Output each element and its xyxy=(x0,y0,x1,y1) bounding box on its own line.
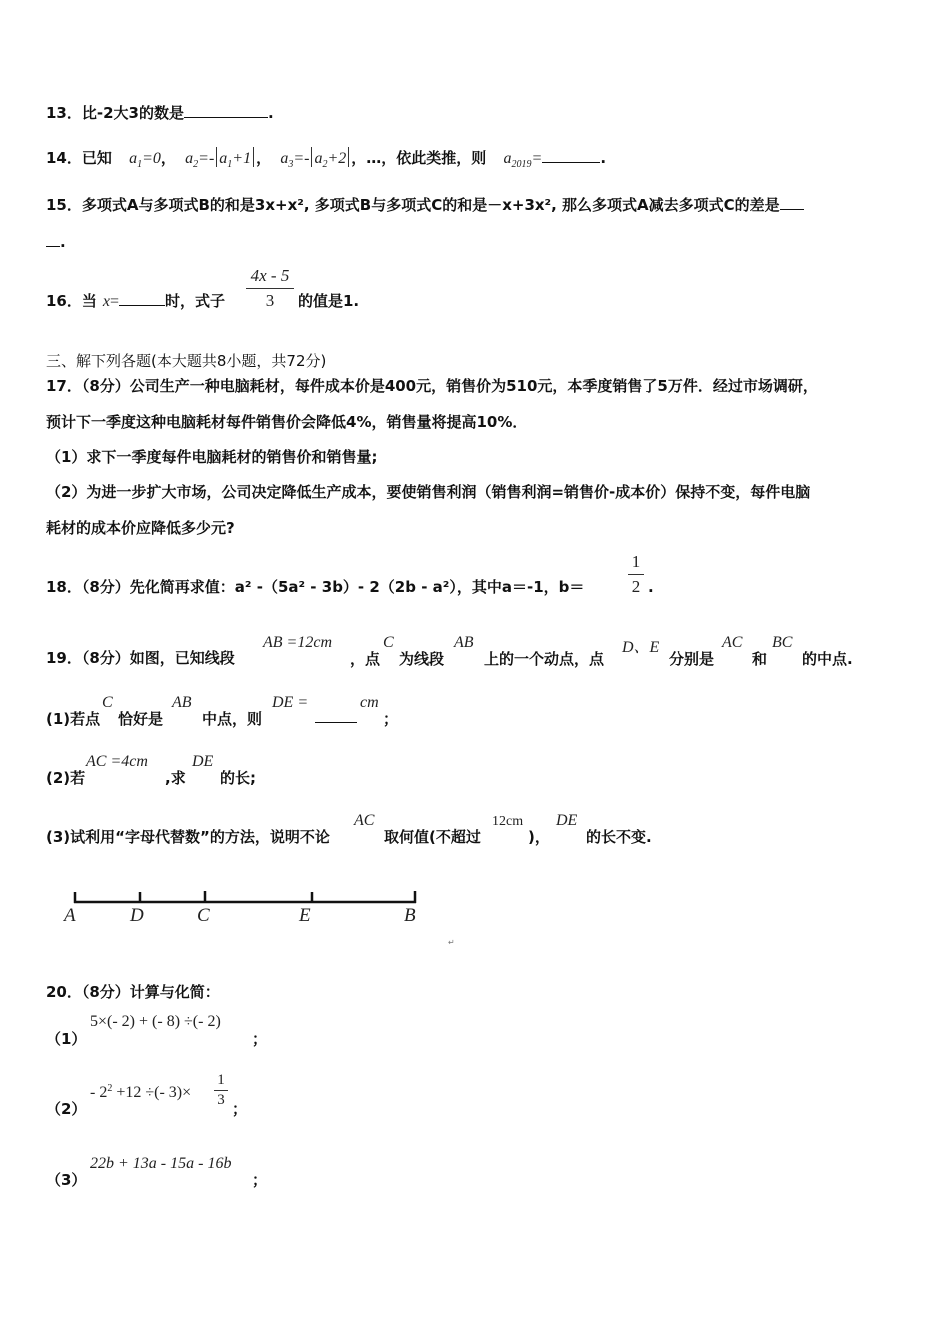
question-16 xyxy=(46,291,225,312)
q20-1-expr: 5×(- 2) + (- 8) ÷(- 2) xyxy=(90,1013,221,1030)
q16-end: 的值是1. xyxy=(298,292,360,310)
q19-stem xyxy=(46,648,235,668)
q19-p1: ，点 xyxy=(350,650,381,668)
q14-a3: $a_3=-$ $a_2+2$ xyxy=(280,150,351,167)
q18-end: . xyxy=(648,578,654,596)
q19-1-de: DE = xyxy=(272,694,309,711)
q16-fraction xyxy=(246,266,294,311)
q19-ab: AB xyxy=(454,634,474,651)
q19-3-end: 的长不变. xyxy=(586,828,652,846)
q19-1-mid: 恰好是 xyxy=(118,710,164,728)
q13-end: . xyxy=(267,104,274,122)
q14-tail: ，…，依此类推，则 xyxy=(351,149,487,167)
q17-line1: 17．（8分）公司生产一种电脑耗材，每件成本价是400元，销售价为510元，本季度销售了5万件．经过市场调研， xyxy=(46,377,818,395)
paragraph-mark: ↵ xyxy=(448,938,455,947)
q19-1-ab: AB xyxy=(172,694,192,711)
q13-text: 比-2大3的数是 xyxy=(81,104,184,122)
q16-number: 16．当 xyxy=(46,292,97,310)
q16-mid: 时，式子 xyxy=(165,292,226,310)
q20-2-expr: - $2^2 +12$ ÷(- 3)× xyxy=(90,1083,192,1101)
q20-head: 20．（8分）计算与化简： xyxy=(46,983,220,1001)
q20-3-end: ； xyxy=(252,1171,268,1189)
q19-1-answer-blank[interactable] xyxy=(315,708,357,723)
q19-1-cm: cm xyxy=(360,694,379,711)
label-b: B xyxy=(404,905,416,926)
q15-end: . xyxy=(60,233,66,251)
q19-2-mid: ,求 xyxy=(165,769,186,787)
q16-numerator: 4x - 5 xyxy=(250,266,290,285)
label-c: C xyxy=(197,905,210,926)
q19-3-lead: (3)试利用“字母代替数”的方法，说明不论 xyxy=(46,828,330,846)
question-14 xyxy=(46,147,606,171)
q20-1-label: （1） xyxy=(46,1030,87,1048)
q19-lead: 19．（8分）如图，已知线段 xyxy=(46,649,235,667)
q19-de: D、E xyxy=(622,639,660,656)
q19-2-ac: AC =4cm xyxy=(86,753,148,770)
q19-p5: 和 xyxy=(752,650,768,668)
q19-bc: BC xyxy=(772,634,793,651)
q19-c: C xyxy=(383,634,394,651)
q19-1-lead: (1)若点 xyxy=(46,710,101,728)
question-18 xyxy=(46,577,584,597)
question-15-line2 xyxy=(46,232,66,252)
q15-answer-blank-cont[interactable] xyxy=(46,232,60,247)
q19-p3: 上的一个动点，点 xyxy=(484,650,605,668)
q19-2-de: DE xyxy=(192,753,214,770)
q19-3-ac: AC xyxy=(354,812,375,829)
section-3-heading: 三、解下列各题(本大题共8小题，共72分) xyxy=(46,352,327,370)
q19-3-12cm: 12cm xyxy=(492,814,524,829)
q14-a2019: $a_{2019}=$ xyxy=(503,150,543,170)
q16-eq: = xyxy=(109,293,120,310)
q20-2-denominator: 3 xyxy=(217,1092,225,1108)
q20-2-numerator: 1 xyxy=(217,1072,225,1088)
q20-3-expr: 22b + 13a - 15a - 16b xyxy=(90,1155,232,1172)
q14-sep: ， xyxy=(160,149,176,167)
label-e: E xyxy=(299,905,311,926)
q13-number: 13． xyxy=(46,104,82,122)
q15-text: 15．多项式A与多项式B的和是3x+x², 多项式B与多项式C的和是－x+3x², 那么多项式A减去多项式C的差是 xyxy=(46,196,780,214)
q19-p2: 为线段 xyxy=(399,650,445,668)
question-15-line1 xyxy=(46,195,804,215)
q19-2-lead: (2)若 xyxy=(46,769,86,787)
q14-answer-blank[interactable] xyxy=(542,148,600,163)
q14-end: . xyxy=(600,149,607,167)
q20-2-fraction xyxy=(214,1072,228,1109)
q19-p4: 分别是 xyxy=(669,650,715,668)
q19-1-end: ； xyxy=(383,710,399,728)
q18-fraction xyxy=(628,552,644,597)
q14-lead: 已知 xyxy=(81,149,112,167)
q16-answer-blank[interactable] xyxy=(119,291,165,306)
q18-numerator: 1 xyxy=(631,552,641,571)
q17-line3: （1）求下一季度每件电脑耗材的销售价和销售量; xyxy=(46,448,378,466)
q18-text: 18．（8分）先化简再求值：a² -（5a² - 3b）- 2（2b - a²），其中a＝-1，b＝ xyxy=(46,578,585,596)
q20-1-end: ； xyxy=(252,1030,268,1048)
q19-p6: 的中点. xyxy=(802,650,853,668)
q14-a2: $a_2=-$ $a_1+1$ xyxy=(185,150,256,167)
q19-1-mid2: 中点，则 xyxy=(202,710,263,728)
q20-2-end: ； xyxy=(232,1100,248,1118)
q17-line5: 耗材的成本价应降低多少元? xyxy=(46,519,235,537)
q17-line4: （2）为进一步扩大市场，公司决定降低生产成本，要使销售利润（销售利润=销售价-成本价）保持不变，每件电脑 xyxy=(46,483,811,501)
q17-line2: 预计下一季度这种电脑耗材每件销售价会降低4%，销售量将提高10%． xyxy=(46,413,528,431)
q19-ab12: AB =12cm xyxy=(263,634,332,651)
q14-a1: $a_1=0$ xyxy=(129,150,161,170)
q20-3-label: （3） xyxy=(46,1171,87,1189)
label-d: D xyxy=(130,905,144,926)
q19-3-de: DE xyxy=(556,812,578,829)
q19-ac: AC xyxy=(722,634,743,651)
question-13 xyxy=(46,103,274,123)
q18-denominator: 2 xyxy=(631,577,641,596)
q16-denominator: 3 xyxy=(265,291,275,310)
q19-3-mid: 取何值(不超过 xyxy=(384,828,481,846)
q14-sep2: ， xyxy=(256,149,272,167)
label-a: A xyxy=(64,905,76,926)
segment-figure xyxy=(60,882,440,942)
q16-x: x xyxy=(102,293,110,310)
q19-1-c: C xyxy=(102,694,113,711)
q14-number: 14． xyxy=(46,149,82,167)
q20-2-label: （2） xyxy=(46,1100,87,1118)
q13-answer-blank[interactable] xyxy=(184,103,268,118)
q19-2-end: 的长; xyxy=(220,769,256,787)
q19-3-mid2: )， xyxy=(528,828,550,846)
q15-answer-blank[interactable] xyxy=(780,195,804,210)
